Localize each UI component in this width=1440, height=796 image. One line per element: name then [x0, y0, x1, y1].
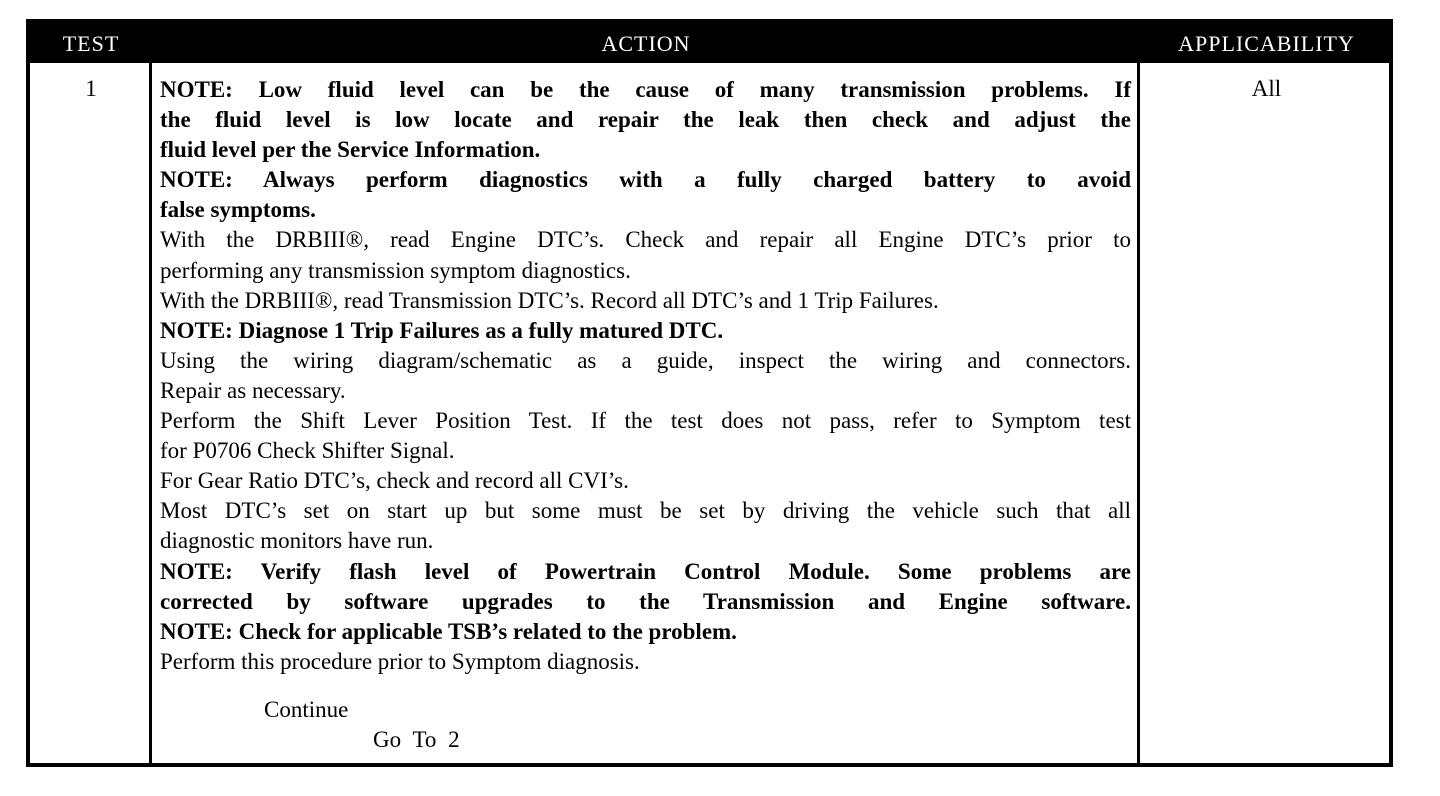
goto-label: Go To	[373, 727, 437, 752]
action-line: corrected by software upgrades to the Transmission and Engine software.	[160, 588, 1131, 614]
action-line: Using the wiring diagram/schematic as a guide, inspect the wiring and connectors.	[160, 347, 1131, 373]
applicability-value: All	[1251, 76, 1282, 101]
action-line: for P0706 Check Shifter Signal.	[160, 438, 455, 464]
column-divider	[149, 63, 152, 763]
action-line: NOTE: Verify flash level of Powertrain Control Module. Some problems are	[160, 558, 1131, 584]
action-line: Repair as necessary.	[160, 377, 346, 403]
action-line: NOTE: Diagnose 1 Trip Failures as a fully matured DTC.	[160, 317, 724, 343]
action-line: fluid level per the Service Information.	[160, 137, 541, 163]
header-action: ACTION	[601, 31, 691, 56]
action-line: With the DRBIII®, read Transmission DTC’s. Record all DTC’s and 1 Trip Failures.	[160, 287, 939, 313]
column-divider	[1137, 63, 1140, 763]
diagnostic-table	[26, 19, 1393, 767]
action-line: With the DRBIII®, read Engine DTC’s. Check and repair all Engine DTC’s prior to	[160, 227, 1131, 253]
action-line: diagnostic monitors have run.	[160, 528, 434, 554]
goto-target: 2	[448, 727, 460, 752]
action-text	[160, 75, 1131, 677]
action-line: false symptoms.	[160, 197, 316, 223]
header-test: TEST	[62, 31, 120, 56]
goto-instruction	[373, 726, 460, 754]
action-line: NOTE: Low fluid level can be the cause of many transmission problems. If	[160, 77, 1131, 102]
header-applicability: APPLICABILITY	[1178, 31, 1355, 56]
action-line: NOTE: Always perform diagnostics with a fully charged battery to avoid	[160, 167, 1131, 193]
action-line: Perform the Shift Lever Position Test. If the test does not pass, refer to Symptom test	[160, 408, 1131, 434]
action-line: performing any transmission symptom diagnostics.	[160, 257, 631, 283]
continue-label: Continue	[264, 697, 349, 722]
test-number: 1	[85, 76, 97, 101]
table-header	[30, 23, 1389, 63]
action-line: NOTE: Check for applicable TSB’s related to the problem.	[160, 618, 737, 644]
action-line: the fluid level is low locate and repair the leak then check and adjust the	[160, 107, 1131, 133]
action-line: For Gear Ratio DTC’s, check and record all CVI’s.	[160, 468, 629, 494]
action-line: Perform this procedure prior to Symptom diagnosis.	[160, 648, 640, 674]
action-line: Most DTC’s set on start up but some must be set by driving the vehicle such that all	[160, 498, 1131, 524]
